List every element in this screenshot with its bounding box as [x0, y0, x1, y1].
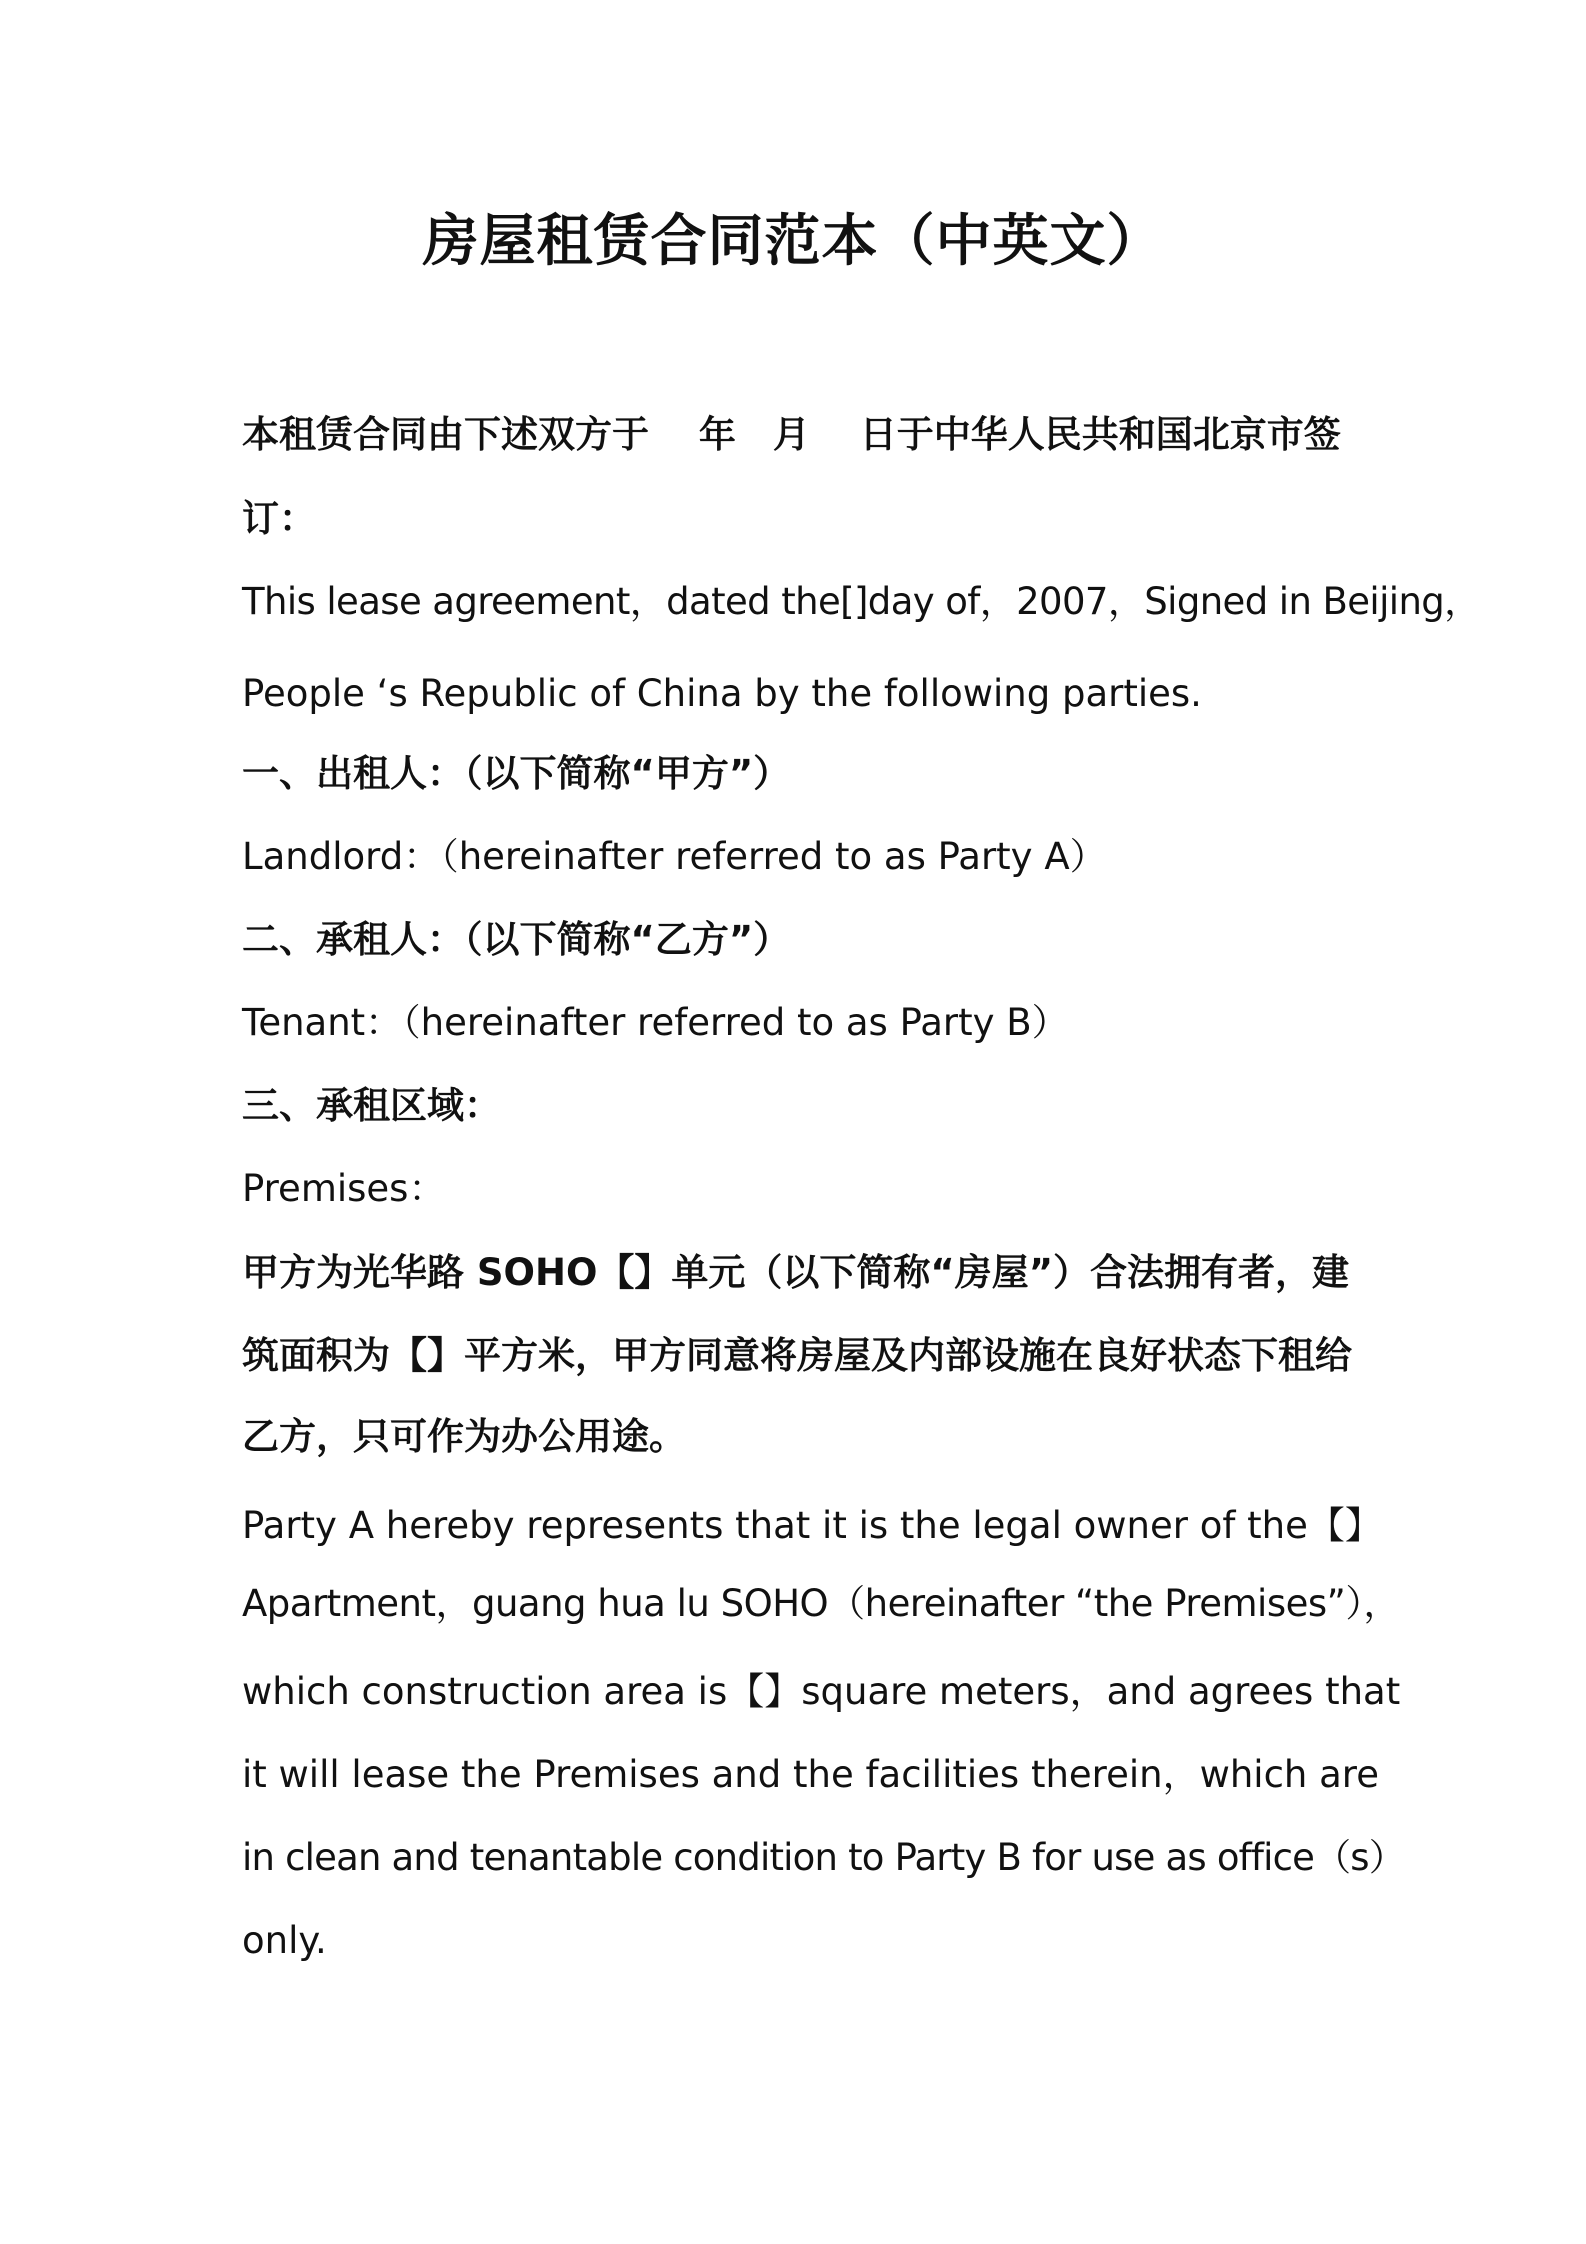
contract-intro-cn-line-2: 订：: [242, 497, 316, 540]
section-2-heading-en: Tenant：（hereinafter referred to as Party B）: [242, 1001, 1069, 1044]
section-3-heading-cn: 三、承租区域：: [242, 1084, 501, 1127]
premises-en-line-4: it will lease the Premises and the facilities therein，which are: [242, 1753, 1379, 1796]
section-2-heading-cn: 二、承租人：（以下简称“乙方”）: [242, 918, 791, 961]
premises-cn-line-1: 甲方为光华路 SOHO【】单元（以下简称“房屋”）合法拥有者，建: [242, 1251, 1350, 1294]
section-1-heading-cn: 一、出租人：（以下简称“甲方”）: [242, 752, 791, 795]
contract-intro-cn-line-1: 本租赁合同由下述双方于 年 月 日于中华人民共和国北京市签: [242, 413, 1341, 456]
premises-en-line-6: only.: [242, 1919, 327, 1962]
section-3-heading-en: Premises：: [242, 1167, 446, 1210]
section-1-heading-en: Landlord：（hereinafter referred to as Party A）: [242, 835, 1107, 878]
contract-intro-en-line-2: People ‘s Republic of China by the following parties.: [242, 672, 1202, 715]
document-title: 房屋租赁合同范本（中英文）: [422, 209, 1164, 274]
premises-en-line-3: which construction area is【】square meters，and agrees that: [242, 1670, 1401, 1713]
premises-en-line-1: Party A hereby represents that it is the legal owner of the【】: [242, 1504, 1382, 1547]
premises-cn-line-3: 乙方，只可作为办公用途。: [242, 1415, 686, 1458]
contract-intro-en-line-1: This lease agreement，dated the[]day of，2007，Signed in Beijing，: [242, 580, 1481, 623]
premises-en-line-2: Apartment，guang hua lu SOHO（hereinafter “the Premises”），: [242, 1582, 1400, 1625]
premises-cn-line-2: 筑面积为【】平方米，甲方同意将房屋及内部设施在良好状态下租给: [242, 1334, 1352, 1377]
premises-en-line-5: in clean and tenantable condition to Party B for use as office（s）: [242, 1836, 1405, 1879]
